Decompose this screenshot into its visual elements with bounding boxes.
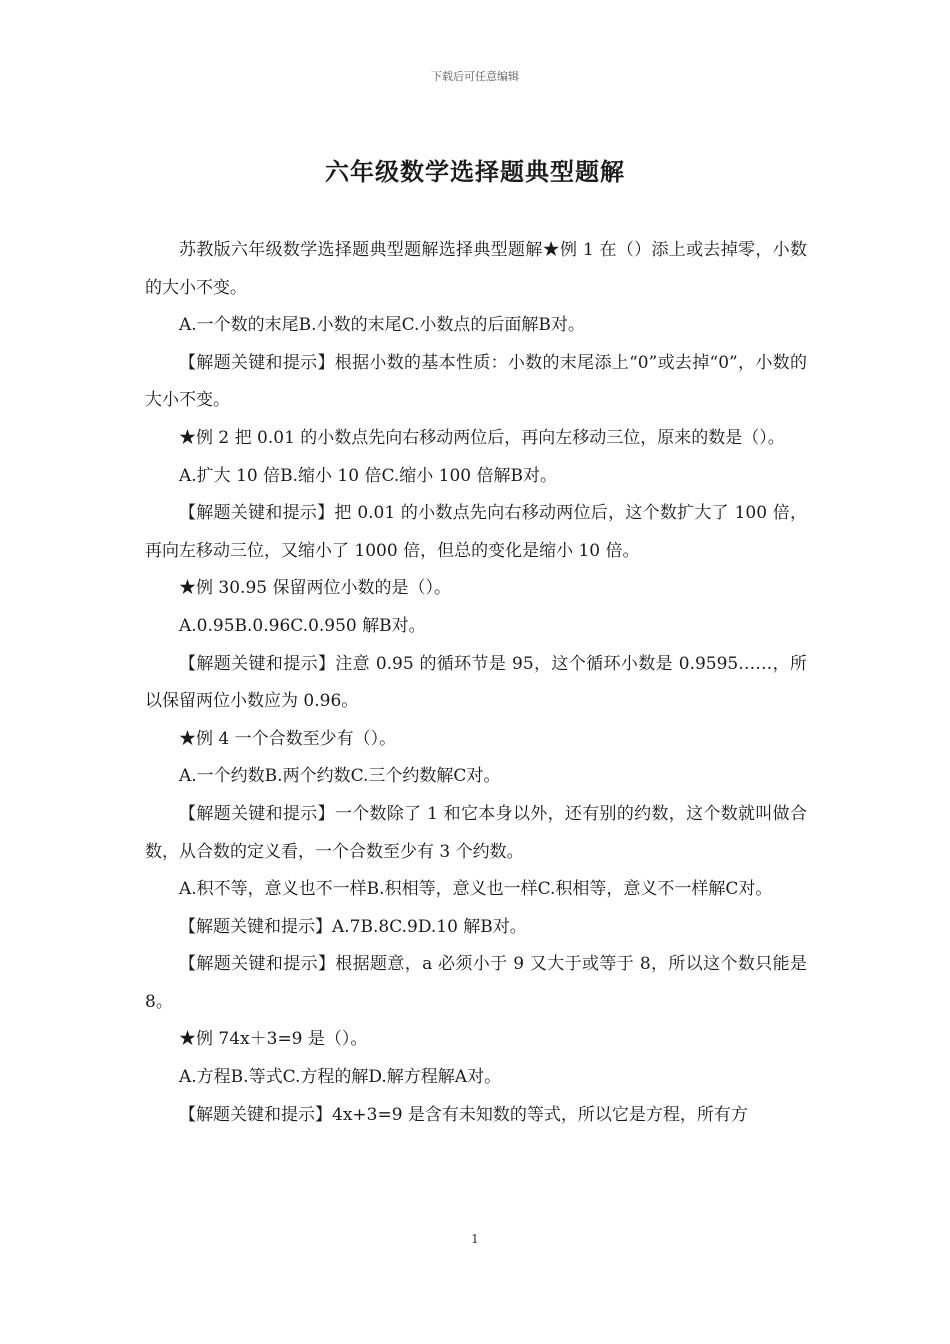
paragraph: 【解题关键和提示】注意 0.95 的循环节是 95，这个循环小数是 0.9595……，所以保留两位小数应为 0.96。: [145, 653, 807, 712]
page-number: 1: [471, 1232, 479, 1246]
paragraph: 【解题关键和提示】把 0.01 的小数点先向右移动两位后，这个数扩大了 100 倍，再向左移动三位，又缩小了 1000 倍，但总的变化是缩小 10 倍。: [145, 503, 807, 561]
paragraph: A.一个约数B.两个约数C.三个约数解C对。: [179, 766, 501, 787]
paragraph: 【解题关键和提示】根据小数的基本性质：小数的末尾添上“0”或去掉“0”，小数的大小不变。: [145, 352, 807, 411]
document-title: 六年级数学选择题典型题解: [325, 158, 625, 186]
paragraph: 【解题关键和提示】A.7B.8C.9D.10 解B对。: [179, 916, 527, 937]
paragraph: 【解题关键和提示】根据题意，a 必须小于 9 又大于或等于 8，所以这个数只能是 8。: [145, 954, 807, 1012]
paragraph: A.0.95B.0.96C.0.950 解B对。: [179, 615, 426, 636]
paragraph: A.一个数的末尾B.小数的末尾C.小数点的后面解B对。: [179, 315, 585, 336]
header-note: 下载后可任意编辑: [431, 70, 519, 83]
paragraph: A.方程B.等式C.方程的解D.解方程解A对。: [179, 1067, 502, 1088]
paragraph: ★例 30.95 保留两位小数的是（）。: [179, 578, 451, 599]
paragraph: 【解题关键和提示】4x+3=9 是含有未知数的等式，所以它是方程，所有方: [179, 1104, 748, 1125]
paragraph: A.扩大 10 倍B.缩小 10 倍C.缩小 100 倍解B对。: [179, 465, 558, 486]
paragraph: ★例 74x＋3=9 是（）。: [179, 1029, 368, 1050]
paragraph: A.积不等，意义也不一样B.积相等，意义也一样C.积相等，意义不一样解C对。: [179, 879, 773, 900]
paragraph: ★例 2 把 0.01 的小数点先向右移动两位后，再向左移动三位，原来的数是（）。: [179, 427, 785, 448]
paragraph: ★例 4 一个合数至少有（）。: [179, 728, 397, 749]
document-body: [145, 232, 807, 1134]
paragraph: 【解题关键和提示】一个数除了 1 和它本身以外，还有别的约数，这个数就叫做合数，从合数的定义看，一个合数至少有 3 个约数。: [145, 803, 807, 862]
paragraph: 苏教版六年级数学选择题典型题解选择典型题解★例 1 在（）添上或去掉零，小数的大小不变。: [145, 240, 807, 298]
